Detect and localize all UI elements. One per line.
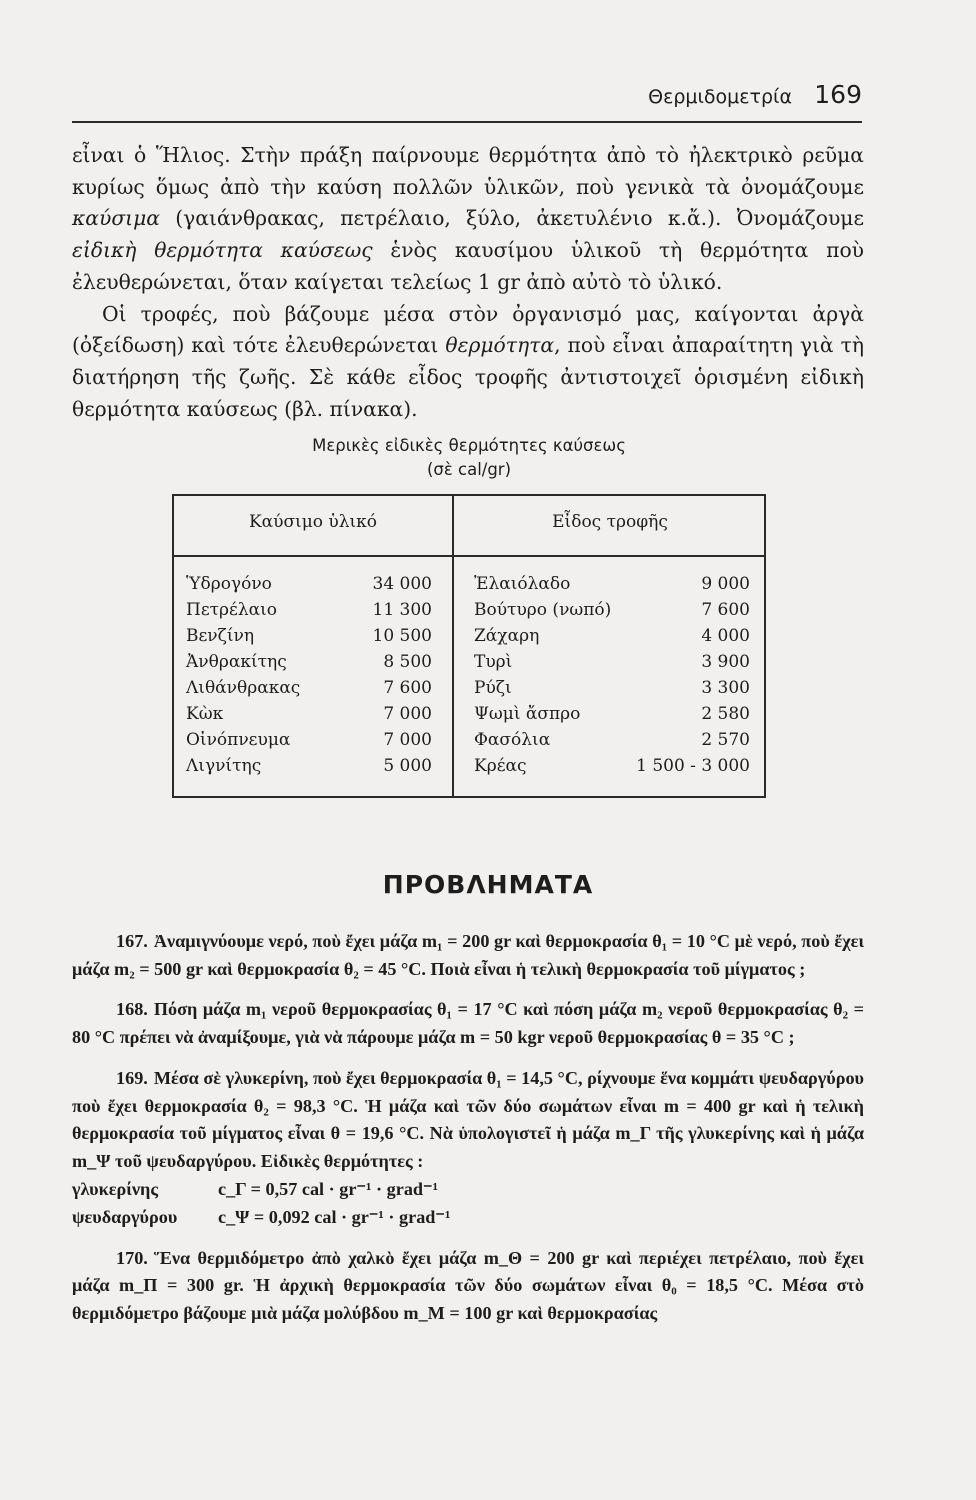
fuel-value: 8 500 [383,652,432,672]
table-row [186,574,432,598]
food-value: 3 900 [701,652,750,672]
intro-paragraph-2 [72,299,864,426]
intro-p1-part2: (γαιάνθρακας, πετρέλαιο, ξύλο, ἀκετυλένιο κ.ἄ.). Ὀνομάζουμε [160,206,864,231]
table-row [186,730,432,754]
intro-p1-part1: εἶναι ὁ Ἥλιος. Στὴν πράξη παίρνουμε θερμότητα ἀπὸ τὸ ἠλεκτρικὸ ρεῦμα κυρίως ὅμως ἀπὸ τὴν καύση πολλῶν ὑλικῶν, ποὺ γενικὰ τὰ ὀνομάζουμε [72,143,864,199]
substance-name: γλυκερίνης [72,1178,158,1199]
intro-p1-part3: ἑνὸς καυσίμου ὑλικοῦ τὴ θερμότητα ποὺ ἐλευθερώνεται, ὅταν καίγεται τελείως 1 gr ἀπὸ αὐτὸ τὸ ὑλικό. [72,238,864,294]
page-number: 169 [814,80,862,109]
fuel-value: 5 000 [383,756,432,776]
food-name: Ρύζι [474,678,512,698]
fuel-value: 34 000 [372,574,432,594]
specific-heat-value: c_Γ = 0,57 cal · gr⁻¹ · grad⁻¹ [218,1178,439,1199]
fuel-name: Οἰνόπνευμα [186,730,291,750]
table-row [474,756,750,780]
table-caption-title: Μερικὲς εἰδικὲς θερμότητες καύσεως [312,436,626,455]
table-row [186,600,432,624]
table-row [186,704,432,728]
problem-text: Ἀναμιγνύουμε νερό, ποὺ ἔχει μάζα m₁ = 200 gr καὶ θερμοκρασία θ₁ = 10 °C μὲ νερό, ποὺ ἔχει μάζα m₂ = 500 gr καὶ θερμοκρασία θ₂ = 45 °C. Ποιὰ εἶναι ἡ τελικὴ θερμοκρασία τοῦ μίγματος ; [72,931,864,979]
term-heat-of-combustion: εἰδικὴ θερμότητα καύσεως [72,238,373,263]
header-rule [72,121,862,123]
table-row [474,626,750,650]
food-name: Ζάχαρη [474,626,540,646]
term-fuels: καύσιμα [72,206,160,231]
specific-heat-zinc [72,1204,864,1232]
problem-number: 167. [116,931,148,951]
fuel-name: Λιθάνθρακας [186,678,301,698]
table-caption [172,434,766,482]
intro-p2-part2: , ποὺ εἶναι ἀπαραίτητη γιὰ τὴ διατήρηση τῆς ζωῆς. Σὲ κάθε εἶδος τροφῆς ἀντιστοιχεῖ ὁρισμένη εἰδικὴ θερμότητα καύσεως (βλ. πίνακα). [72,333,864,421]
problems-list [72,928,864,1328]
food-value: 1 500 - 3 000 [636,756,750,776]
food-name: Βούτυρο (νωπό) [474,600,612,620]
food-value: 3 300 [701,678,750,698]
food-value: 2 570 [701,730,750,750]
fuel-name: Βενζίνη [186,626,255,646]
fuel-value: 7 600 [383,678,432,698]
spacer [72,1232,864,1245]
problem-168 [72,996,864,1051]
problem-number: 168. [116,999,148,1020]
table-row [186,756,432,780]
fuel-value: 11 300 [372,600,432,620]
food-name: Τυρὶ [474,652,513,672]
table-row [474,678,750,702]
fuel-value: 7 000 [383,730,432,750]
chapter-title: Θερμιδομετρία [648,86,792,108]
food-value: 9 000 [701,574,750,594]
table-column-divider [452,496,454,796]
table-row [474,600,750,624]
food-name: Κρέας [474,756,527,776]
specific-heat-glycerin [72,1176,864,1204]
problem-number: 169. [116,1067,148,1088]
table-row [474,574,750,598]
problem-text: Ἕνα θερμιδόμετρο ἀπὸ χαλκὸ ἔχει μάζα m_Θ = 200 gr καὶ περιέχει πετρέλαιο, ποὺ ἔχει μάζα m_Π = 300 gr. Ἡ ἀρχικὴ θερμοκρασία τῶν δύο σωμάτων εἶναι θ₀ = 18,5 °C. Μέσα στὸ θερμιδόμετρο βάζουμε μιὰ μάζα μολύβδου m_M = 100 gr καὶ θερμοκρασίας [72,1247,864,1324]
spacer [72,983,864,996]
problem-169 [72,1065,864,1176]
running-header [72,80,862,120]
column-header-food: Εἶδος τροφῆς [552,512,668,532]
problem-text: Μέσα σὲ γλυκερίνη, ποὺ ἔχει θερμοκρασία θ₁ = 14,5 °C, ρίχνουμε ἕνα κομμάτι ψευδαργύρου ποὺ ἔχει θερμοκρασία θ₂ = 98,3 °C. Ἡ μάζα καὶ τῶν δύο σωμάτων εἶναι m = 400 gr καὶ ἡ τελικὴ θερμοκρασία τοῦ μίγματος εἶναι θ = 19,6 °C. Νὰ ὑπολογιστεῖ ἡ μάζα m_Γ τῆς γλυκερίνης καὶ ἡ μάζα m_Ψ τοῦ ψευδαργύρου. Εἰδικὲς θερμότητες : [72,1067,864,1171]
problem-number: 170. [116,1247,148,1268]
food-name: Ψωμὶ ἄσπρο [474,704,581,724]
table-row [474,652,750,676]
column-header-fuel: Καύσιμο ὑλικό [248,512,378,532]
food-value: 2 580 [701,704,750,724]
specific-heat-value: c_Ψ = 0,092 cal · gr⁻¹ · grad⁻¹ [218,1206,451,1227]
problem-text: Πόση μάζα m₁ νεροῦ θερμοκρασίας θ₁ = 17 °C καὶ πόση μάζα m₂ νεροῦ θερμοκρασίας θ₂ = 80 °C πρέπει νὰ ἀναμίξουμε, γιὰ νὰ πάρουμε μάζα m = 50 kgr νεροῦ θερμοκρασίας θ = 35 °C ; [72,999,864,1048]
heat-of-combustion-table [172,494,766,798]
fuel-value: 10 500 [372,626,432,646]
fuel-name: Ἀνθρακίτης [186,652,287,672]
fuel-value: 7 000 [383,704,432,724]
food-name: Φασόλια [474,730,551,750]
food-value: 4 000 [701,626,750,646]
fuel-name: Κὼκ [186,704,224,724]
table-row [186,678,432,702]
food-value: 7 600 [701,600,750,620]
fuel-name: Πετρέλαιο [186,600,277,620]
table-row [186,626,432,650]
food-name: Ἐλαιόλαδο [474,574,571,594]
fuel-name: Ὑδρογόνο [186,574,272,594]
table-row [474,730,750,754]
intro-p2-part1: Οἱ τροφές, ποὺ βάζουμε μέσα στὸν ὀργανισμό μας, καίγονται ἀργὰ (ὀξείδωση) καὶ τότε ἐλευθερώνεται [72,301,864,358]
fuel-name: Λιγνίτης [186,756,262,776]
problem-170 [72,1245,864,1328]
table-row [474,704,750,728]
table-header-divider [174,555,764,557]
term-heat: θερμότητα [445,333,555,358]
spacer [72,1052,864,1065]
intro-text [72,140,864,425]
substance-name: ψευδαργύρου [72,1206,178,1227]
table-caption-unit: (σὲ cal/gr) [426,460,512,479]
intro-paragraph-1 [72,140,864,299]
problem-167 [72,928,864,983]
table-row [186,652,432,676]
problems-heading: ΠΡΟΒΛΗΜΑΤΑ [382,870,594,899]
